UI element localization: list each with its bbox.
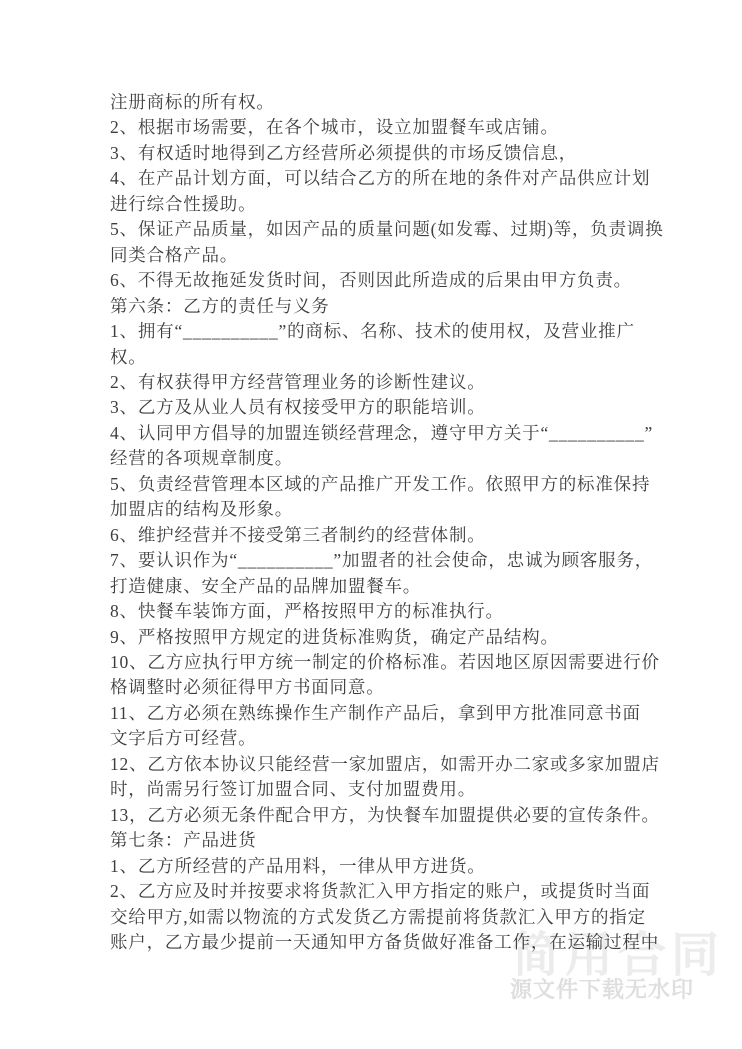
contract-text-line: 4、认同甲方倡导的加盟连锁经营理念，遵守甲方关于“__________” [110,422,654,443]
contract-text-line: 经营的各项规章制度。 [110,448,293,469]
contract-text-line: 2、根据市场需要，在各个城市，设立加盟餐车或店铺。 [110,117,559,138]
contract-text-line: 13，乙方必须无条件配合甲方，为快餐车加盟提供必要的宣传条件。 [110,804,660,825]
contract-text-line: 注册商标的所有权。 [110,92,275,112]
contract-text-block [110,90,664,955]
contract-text-line: 6、维护经营并不接受第三者制约的经营体制。 [110,524,486,545]
contract-text-line: 11、乙方必须在熟练操作生产制作产品后，拿到甲方批准同意书面 [110,702,641,723]
contract-text-line: 权。 [110,346,147,367]
contract-text-line: 2、乙方应及时并按要求将货款汇入甲方指定的账户，或提货时当面 [110,881,651,902]
contract-text-line: 文字后方可经营。 [110,728,257,749]
contract-text-line: 第七条：产品进货 [110,830,257,851]
contract-text-line: 3、有权适时地得到乙方经营所必须提供的市场反馈信息， [110,142,578,163]
contract-text-line: 交给甲方,如需以物流的方式发货乙方需提前将货款汇入甲方的指定 [110,906,646,927]
contract-text-line: 8、快餐车装饰方面，严格按照甲方的标准执行。 [110,601,504,622]
watermark-tagline-text: 源文件下载无水印 [510,977,695,1002]
contract-text-line: 第六条：乙方的责任与义务 [110,295,330,316]
contract-text-line: 账户，乙方最少提前一天通知甲方备货做好准备工作，在运输过程中 [110,931,659,952]
watermark-brand-text: 简用合同 [512,929,725,982]
contract-text-line: 6、不得无故拖延发货时间，否则因此所造成的后果由甲方负责。 [110,270,632,291]
contract-text-line: 打造健康、安全产品的品牌加盟餐车。 [110,575,422,596]
contract-text-line: 加盟店的结构及形象。 [110,499,293,520]
contract-text-line: 5、负责经营管理本区域的产品推广开发工作。依照甲方的标准保持 [110,473,651,494]
contract-text-line: 7、要认识作为“__________”加盟者的社会使命，忠诚为顾客服务， [110,550,654,571]
contract-text-line: 进行综合性援助。 [110,193,257,214]
contract-text-line: 4、在产品计划方面，可以结合乙方的所在地的条件对产品供应计划 [110,168,651,189]
contract-text-line: 格调整时必须征得甲方书面同意。 [110,677,385,698]
contract-text-line: 3、乙方及从业人员有权接受甲方的职能培训。 [110,397,486,418]
contract-text-line: 时，尚需另行签订加盟合同、支付加盟费用。 [110,779,476,800]
contract-text-line: 1、拥有“__________”的商标、名称、技术的使用权，及营业推广 [110,321,635,342]
contract-text-line: 同类合格产品。 [110,244,239,265]
contract-text-line: 12、乙方依本协议只能经营一家加盟店，如需开办二家或多家加盟店 [110,753,660,774]
contract-text-line: 5、保证产品质量，如因产品的质量问题(如发霉、过期)等，负责调换 [110,219,664,240]
contract-text-line: 1、乙方所经营的产品用料，一律从甲方进货。 [110,855,486,876]
contract-text-line: 2、有权获得甲方经营管理业务的诊断性建议。 [110,371,486,392]
contract-text-line: 10、乙方应执行甲方统一制定的价格标准。若因地区原因需要进行价 [110,651,660,672]
contract-text-line: 9、严格按照甲方规定的进货标准购货，确定产品结构。 [110,626,559,647]
